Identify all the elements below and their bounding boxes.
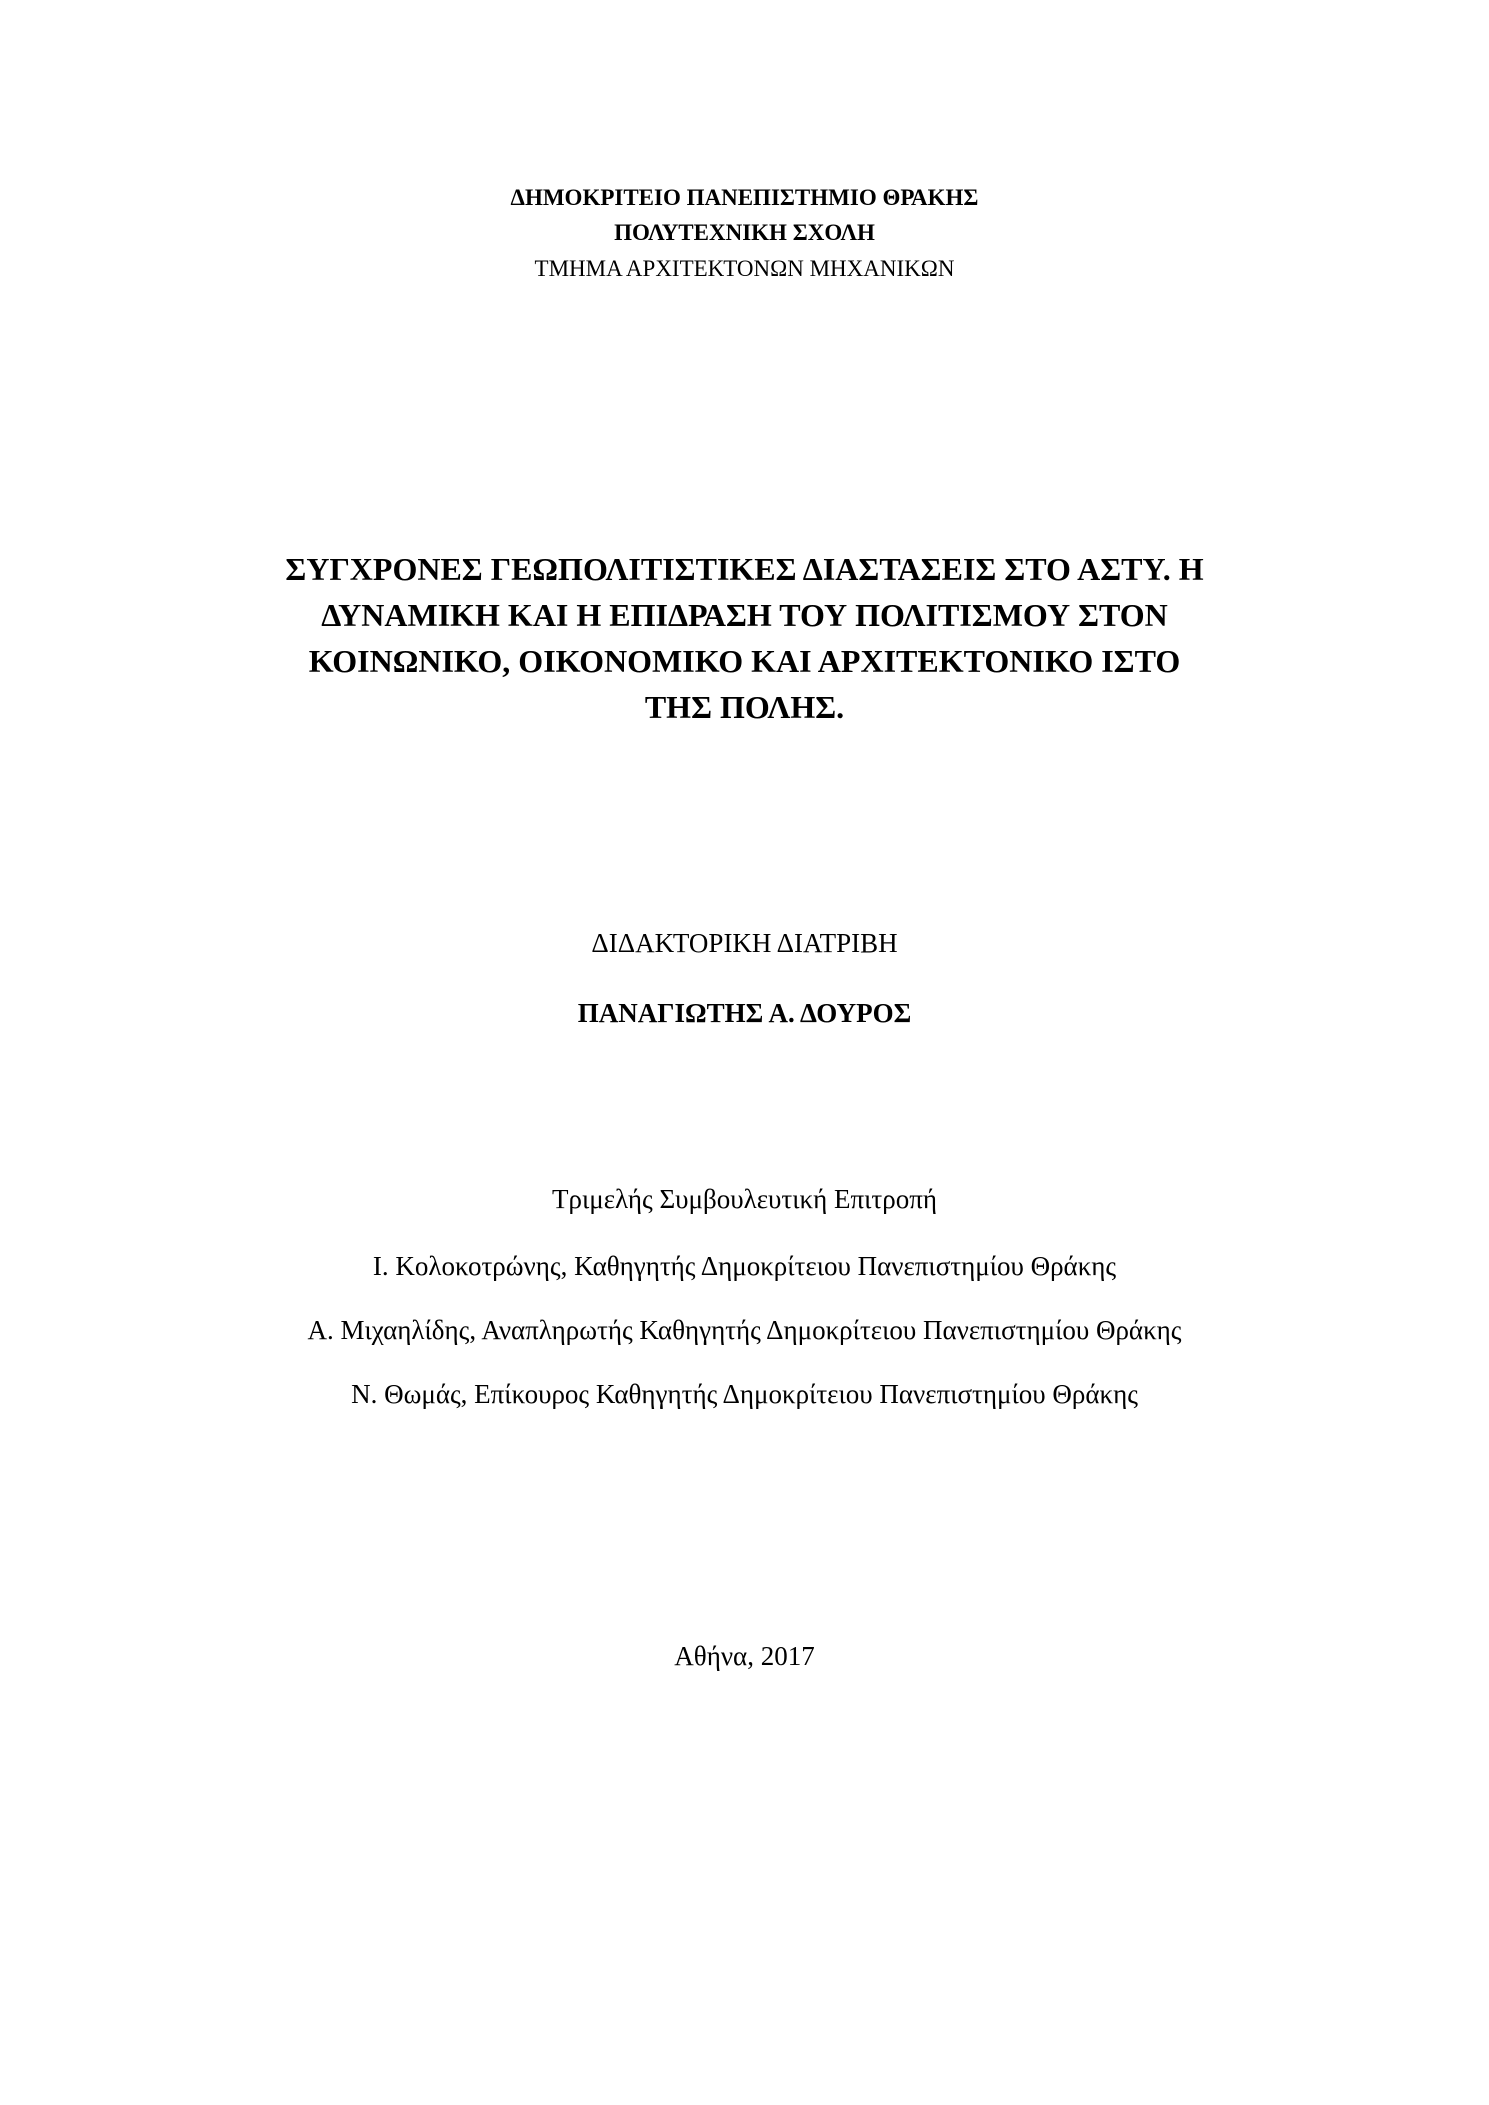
committee-member-1: Ι. Κολοκοτρώνης, Καθηγητής Δημοκρίτειου Πανεπιστημίου Θράκης	[372, 1251, 1117, 1281]
thesis-title-line-3: ΚΟΙΝΩΝΙΚΟ, ΟΙΚΟΝΟΜΙΚΟ ΚΑΙ ΑΡΧΙΤΕΚΤΟΝΙΚΟ ΙΣΤΟ	[308, 643, 1181, 679]
thesis-title-line-4: ΤΗΣ ΠΟΛΗΣ.	[644, 689, 845, 725]
thesis-type: ΔΙΔΑΚΤΟΡΙΚΗ ΔΙΑΤΡΙΒΗ	[591, 928, 898, 958]
thesis-title-line-1: ΣΥΓΧΡΟΝΕΣ ΓΕΩΠΟΛΙΤΙΣΤΙΚΕΣ ΔΙΑΣΤΑΣΕΙΣ ΣΤΟ ΑΣΤΥ. Η	[285, 551, 1204, 587]
committee-heading: Τριμελής Συμβουλευτική Επιτροπή	[552, 1184, 937, 1214]
author-name: ΠΑΝΑΓΙΩΤΗΣ Α. ΔΟΥΡΟΣ	[577, 998, 912, 1028]
university-name: ΔΗΜΟΚΡΙΤΕΙΟ ΠΑΝΕΠΙΣΤΗΜΙΟ ΘΡΑΚΗΣ	[510, 185, 979, 210]
committee-member-3: Ν. Θωμάς, Επίκουρος Καθηγητής Δημοκρίτειου Πανεπιστημίου Θράκης	[351, 1379, 1138, 1409]
committee-member-2: Α. Μιχαηλίδης, Αναπληρωτής Καθηγητής Δημοκρίτειου Πανεπιστημίου Θράκης	[307, 1315, 1182, 1345]
thesis-title-line-2: ΔΥΝΑΜΙΚΗ ΚΑΙ Η ΕΠΙΔΡΑΣΗ ΤΟΥ ΠΟΛΙΤΙΣΜΟΥ ΣΤΟΝ	[321, 597, 1168, 633]
place-and-date: Αθήνα, 2017	[674, 1641, 815, 1671]
department-name: ΤΜΗΜΑ ΑΡΧΙΤΕΚΤΟΝΩΝ ΜΗΧΑΝΙΚΩΝ	[534, 256, 955, 281]
school-name: ΠΟΛΥΤΕΧΝΙΚΗ ΣΧΟΛΗ	[614, 220, 875, 245]
